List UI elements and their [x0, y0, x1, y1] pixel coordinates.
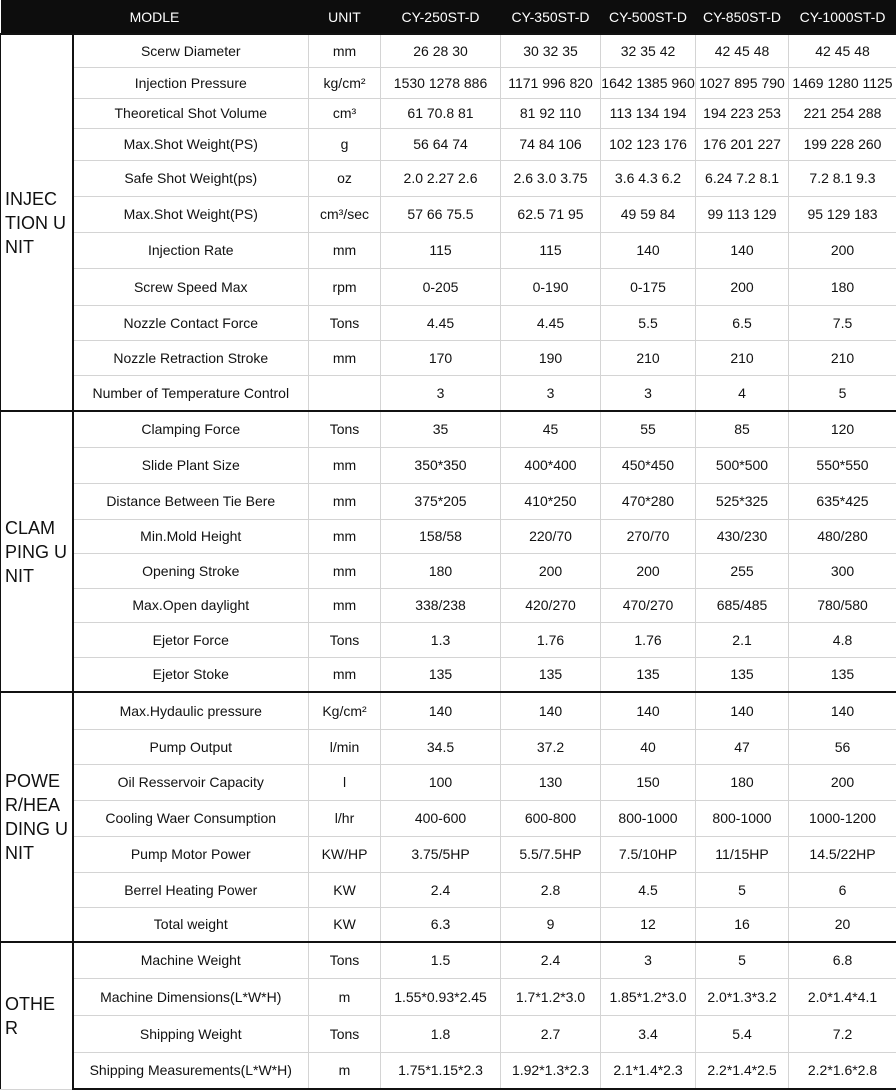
unit-cell: Tons: [309, 411, 381, 447]
value-cell: 6: [789, 872, 896, 907]
value-cell: 62.5 71 95: [501, 196, 601, 232]
value-cell: 5: [696, 942, 789, 978]
value-cell: 6.5: [696, 305, 789, 340]
value-cell: 5: [696, 872, 789, 907]
value-cell: 16: [696, 907, 789, 942]
unit-cell: KW: [309, 872, 381, 907]
unit-cell: KW: [309, 907, 381, 942]
parameter-name: Injection Pressure: [73, 67, 309, 98]
header-model-4: CY-850ST-D: [696, 0, 789, 34]
section-label: INJEC TION UNIT: [1, 34, 73, 411]
value-cell: 210: [789, 340, 896, 375]
value-cell: 5.5: [601, 305, 696, 340]
value-cell: 176 201 227: [696, 128, 789, 160]
value-cell: 2.7: [501, 1015, 601, 1052]
value-cell: 100: [381, 764, 501, 800]
value-cell: 135: [601, 657, 696, 692]
value-cell: 7.5/10HP: [601, 836, 696, 872]
value-cell: 1.76: [501, 622, 601, 657]
value-cell: 14.5/22HP: [789, 836, 896, 872]
value-cell: 1.7*1.2*3.0: [501, 978, 601, 1015]
table-row: [1, 34, 896, 67]
value-cell: 140: [501, 692, 601, 729]
table-row: [1, 340, 896, 375]
value-cell: 255: [696, 553, 789, 588]
value-cell: 635*425: [789, 483, 896, 519]
table-row: [1, 196, 896, 232]
value-cell: 470/270: [601, 588, 696, 622]
table-row: [1, 553, 896, 588]
value-cell: 0-190: [501, 268, 601, 305]
parameter-name: Slide Plant Size: [73, 447, 309, 483]
table-row: [1, 67, 896, 98]
header-model: MODLE: [1, 0, 309, 34]
table-row: [1, 160, 896, 196]
value-cell: 4.45: [381, 305, 501, 340]
header-model-5: CY-1000ST-D: [789, 0, 896, 34]
value-cell: 430/230: [696, 519, 789, 553]
table-row: [1, 268, 896, 305]
value-cell: 135: [501, 657, 601, 692]
unit-cell: mm: [309, 483, 381, 519]
table-row: [1, 1052, 896, 1089]
value-cell: 450*450: [601, 447, 696, 483]
value-cell: 26 28 30: [381, 34, 501, 67]
parameter-name: Clamping Force: [73, 411, 309, 447]
value-cell: 1.8: [381, 1015, 501, 1052]
value-cell: 420/270: [501, 588, 601, 622]
unit-cell: g: [309, 128, 381, 160]
unit-cell: mm: [309, 340, 381, 375]
value-cell: 200: [501, 553, 601, 588]
value-cell: 1.3: [381, 622, 501, 657]
unit-cell: kg/cm²: [309, 67, 381, 98]
value-cell: 3: [501, 375, 601, 411]
value-cell: 800-1000: [696, 800, 789, 836]
table-row: [1, 483, 896, 519]
value-cell: 12: [601, 907, 696, 942]
parameter-name: Max.Hydaulic pressure: [73, 692, 309, 729]
value-cell: 2.2*1.4*2.5: [696, 1052, 789, 1089]
value-cell: 3.6 4.3 6.2: [601, 160, 696, 196]
value-cell: 180: [696, 764, 789, 800]
unit-cell: cm³/sec: [309, 196, 381, 232]
value-cell: 7.2: [789, 1015, 896, 1052]
parameter-name: Machine Weight: [73, 942, 309, 978]
value-cell: 115: [381, 232, 501, 268]
value-cell: 0-175: [601, 268, 696, 305]
value-cell: 81 92 110: [501, 98, 601, 128]
value-cell: 200: [601, 553, 696, 588]
value-cell: 2.1*1.4*2.3: [601, 1052, 696, 1089]
value-cell: 1027 895 790: [696, 67, 789, 98]
value-cell: 200: [789, 232, 896, 268]
value-cell: 34.5: [381, 729, 501, 764]
parameter-name: Berrel Heating Power: [73, 872, 309, 907]
value-cell: 2.6 3.0 3.75: [501, 160, 601, 196]
table-row: [1, 98, 896, 128]
table-row: [1, 836, 896, 872]
value-cell: 85: [696, 411, 789, 447]
header-model-1: CY-250ST-D: [381, 0, 501, 34]
value-cell: 130: [501, 764, 601, 800]
value-cell: 480/280: [789, 519, 896, 553]
header-unit: UNIT: [309, 0, 381, 34]
table-row: [1, 519, 896, 553]
value-cell: 95 129 183: [789, 196, 896, 232]
value-cell: 42 45 48: [789, 34, 896, 67]
unit-cell: l/hr: [309, 800, 381, 836]
value-cell: 4.45: [501, 305, 601, 340]
parameter-name: Max.Shot Weight(PS): [73, 128, 309, 160]
value-cell: 158/58: [381, 519, 501, 553]
parameter-name: Cooling Waer Consumption: [73, 800, 309, 836]
unit-cell: mm: [309, 588, 381, 622]
table-row: [1, 232, 896, 268]
unit-cell: [309, 375, 381, 411]
value-cell: 1.92*1.3*2.3: [501, 1052, 601, 1089]
table-row: [1, 800, 896, 836]
parameter-name: Ejetor Force: [73, 622, 309, 657]
value-cell: 685/485: [696, 588, 789, 622]
value-cell: 1.55*0.93*2.45: [381, 978, 501, 1015]
value-cell: 400-600: [381, 800, 501, 836]
parameter-name: Machine Dimensions(L*W*H): [73, 978, 309, 1015]
parameter-name: Theoretical Shot Volume: [73, 98, 309, 128]
value-cell: 135: [696, 657, 789, 692]
table-row: [1, 588, 896, 622]
value-cell: 32 35 42: [601, 34, 696, 67]
value-cell: 220/70: [501, 519, 601, 553]
value-cell: 120: [789, 411, 896, 447]
unit-cell: l/min: [309, 729, 381, 764]
table-row: [1, 657, 896, 692]
unit-cell: m: [309, 978, 381, 1015]
value-cell: 1.76: [601, 622, 696, 657]
unit-cell: m: [309, 1052, 381, 1089]
parameter-name: Pump Output: [73, 729, 309, 764]
value-cell: 2.0 2.27 2.6: [381, 160, 501, 196]
value-cell: 37.2: [501, 729, 601, 764]
value-cell: 140: [789, 692, 896, 729]
parameter-name: Distance Between Tie Bere: [73, 483, 309, 519]
value-cell: 140: [696, 692, 789, 729]
section-label: CLAM PING UNIT: [1, 411, 73, 692]
value-cell: 2.2*1.6*2.8: [789, 1052, 896, 1089]
value-cell: 3.4: [601, 1015, 696, 1052]
table-row: [1, 872, 896, 907]
unit-cell: oz: [309, 160, 381, 196]
value-cell: 270/70: [601, 519, 696, 553]
value-cell: 55: [601, 411, 696, 447]
value-cell: 1.85*1.2*3.0: [601, 978, 696, 1015]
parameter-name: Min.Mold Height: [73, 519, 309, 553]
value-cell: 1530 1278 886: [381, 67, 501, 98]
parameter-name: Nozzle Retraction Stroke: [73, 340, 309, 375]
value-cell: 1469 1280 1125: [789, 67, 896, 98]
parameter-name: Oil Resservoir Capacity: [73, 764, 309, 800]
value-cell: 199 228 260: [789, 128, 896, 160]
value-cell: 6.3: [381, 907, 501, 942]
value-cell: 200: [696, 268, 789, 305]
table-row: [1, 447, 896, 483]
value-cell: 150: [601, 764, 696, 800]
value-cell: 180: [381, 553, 501, 588]
unit-cell: mm: [309, 232, 381, 268]
table-row: [1, 622, 896, 657]
value-cell: 550*550: [789, 447, 896, 483]
value-cell: 30 32 35: [501, 34, 601, 67]
table-row: [1, 764, 896, 800]
value-cell: 1642 1385 960: [601, 67, 696, 98]
value-cell: 0-205: [381, 268, 501, 305]
parameter-name: Shipping Weight: [73, 1015, 309, 1052]
value-cell: 135: [381, 657, 501, 692]
value-cell: 5.4: [696, 1015, 789, 1052]
unit-cell: Tons: [309, 1015, 381, 1052]
unit-cell: Kg/cm²: [309, 692, 381, 729]
value-cell: 42 45 48: [696, 34, 789, 67]
value-cell: 20: [789, 907, 896, 942]
value-cell: 525*325: [696, 483, 789, 519]
value-cell: 7.5: [789, 305, 896, 340]
parameter-name: Pump Motor Power: [73, 836, 309, 872]
value-cell: 140: [381, 692, 501, 729]
value-cell: 600-800: [501, 800, 601, 836]
value-cell: 3: [601, 375, 696, 411]
table-row: [1, 128, 896, 160]
parameter-name: Screw Speed Max: [73, 268, 309, 305]
header-model-3: CY-500ST-D: [601, 0, 696, 34]
table-row: [1, 978, 896, 1015]
header-model-2: CY-350ST-D: [501, 0, 601, 34]
value-cell: 4.8: [789, 622, 896, 657]
value-cell: 61 70.8 81: [381, 98, 501, 128]
value-cell: 375*205: [381, 483, 501, 519]
section-label: POWE R/HEA DING UNIT: [1, 692, 73, 942]
value-cell: 470*280: [601, 483, 696, 519]
parameter-name: Ejetor Stoke: [73, 657, 309, 692]
value-cell: 2.8: [501, 872, 601, 907]
table-row: [1, 729, 896, 764]
value-cell: 5: [789, 375, 896, 411]
parameter-name: Total weight: [73, 907, 309, 942]
value-cell: 4: [696, 375, 789, 411]
parameter-name: Max.Shot Weight(PS): [73, 196, 309, 232]
value-cell: 7.2 8.1 9.3: [789, 160, 896, 196]
value-cell: 140: [696, 232, 789, 268]
value-cell: 1000-1200: [789, 800, 896, 836]
value-cell: 221 254 288: [789, 98, 896, 128]
value-cell: 2.4: [501, 942, 601, 978]
value-cell: 11/15HP: [696, 836, 789, 872]
value-cell: 350*350: [381, 447, 501, 483]
unit-cell: Tons: [309, 305, 381, 340]
parameter-name: Injection Rate: [73, 232, 309, 268]
value-cell: 780/580: [789, 588, 896, 622]
table-row: [1, 375, 896, 411]
value-cell: 35: [381, 411, 501, 447]
value-cell: 45: [501, 411, 601, 447]
value-cell: 40: [601, 729, 696, 764]
value-cell: 1.75*1.15*2.3: [381, 1052, 501, 1089]
parameter-name: Opening Stroke: [73, 553, 309, 588]
unit-cell: mm: [309, 34, 381, 67]
table-row: [1, 411, 896, 447]
header-row: [1, 0, 896, 34]
unit-cell: cm³: [309, 98, 381, 128]
unit-cell: Tons: [309, 622, 381, 657]
parameter-name: Number of Temperature Control: [73, 375, 309, 411]
value-cell: 140: [601, 692, 696, 729]
value-cell: 190: [501, 340, 601, 375]
value-cell: 6.8: [789, 942, 896, 978]
unit-cell: KW/HP: [309, 836, 381, 872]
value-cell: 57 66 75.5: [381, 196, 501, 232]
value-cell: 140: [601, 232, 696, 268]
value-cell: 74 84 106: [501, 128, 601, 160]
value-cell: 56: [789, 729, 896, 764]
value-cell: 800-1000: [601, 800, 696, 836]
value-cell: 500*500: [696, 447, 789, 483]
unit-cell: mm: [309, 447, 381, 483]
value-cell: 2.0*1.4*4.1: [789, 978, 896, 1015]
parameter-name: Nozzle Contact Force: [73, 305, 309, 340]
table-row: [1, 692, 896, 729]
value-cell: 200: [789, 764, 896, 800]
table-row: [1, 942, 896, 978]
parameter-name: Shipping Measurements(L*W*H): [73, 1052, 309, 1089]
unit-cell: Tons: [309, 942, 381, 978]
value-cell: 56 64 74: [381, 128, 501, 160]
parameter-name: Scerw Diameter: [73, 34, 309, 67]
unit-cell: l: [309, 764, 381, 800]
value-cell: 47: [696, 729, 789, 764]
parameter-name: Max.Open daylight: [73, 588, 309, 622]
value-cell: 194 223 253: [696, 98, 789, 128]
value-cell: 135: [789, 657, 896, 692]
value-cell: 338/238: [381, 588, 501, 622]
value-cell: 2.0*1.3*3.2: [696, 978, 789, 1015]
value-cell: 102 123 176: [601, 128, 696, 160]
value-cell: 410*250: [501, 483, 601, 519]
value-cell: 210: [696, 340, 789, 375]
value-cell: 3: [381, 375, 501, 411]
value-cell: 170: [381, 340, 501, 375]
table-row: [1, 305, 896, 340]
unit-cell: rpm: [309, 268, 381, 305]
value-cell: 113 134 194: [601, 98, 696, 128]
value-cell: 49 59 84: [601, 196, 696, 232]
value-cell: 1.5: [381, 942, 501, 978]
parameter-name: Safe Shot Weight(ps): [73, 160, 309, 196]
table-row: [1, 907, 896, 942]
value-cell: 2.4: [381, 872, 501, 907]
unit-cell: mm: [309, 519, 381, 553]
value-cell: 9: [501, 907, 601, 942]
value-cell: 3: [601, 942, 696, 978]
value-cell: 210: [601, 340, 696, 375]
value-cell: 4.5: [601, 872, 696, 907]
unit-cell: mm: [309, 553, 381, 588]
value-cell: 99 113 129: [696, 196, 789, 232]
value-cell: 300: [789, 553, 896, 588]
unit-cell: mm: [309, 657, 381, 692]
value-cell: 2.1: [696, 622, 789, 657]
value-cell: 180: [789, 268, 896, 305]
section-label: OTHE R: [1, 942, 73, 1089]
value-cell: 115: [501, 232, 601, 268]
value-cell: 6.24 7.2 8.1: [696, 160, 789, 196]
value-cell: 5.5/7.5HP: [501, 836, 601, 872]
value-cell: 400*400: [501, 447, 601, 483]
value-cell: 3.75/5HP: [381, 836, 501, 872]
table-row: [1, 1015, 896, 1052]
value-cell: 1171 996 820: [501, 67, 601, 98]
